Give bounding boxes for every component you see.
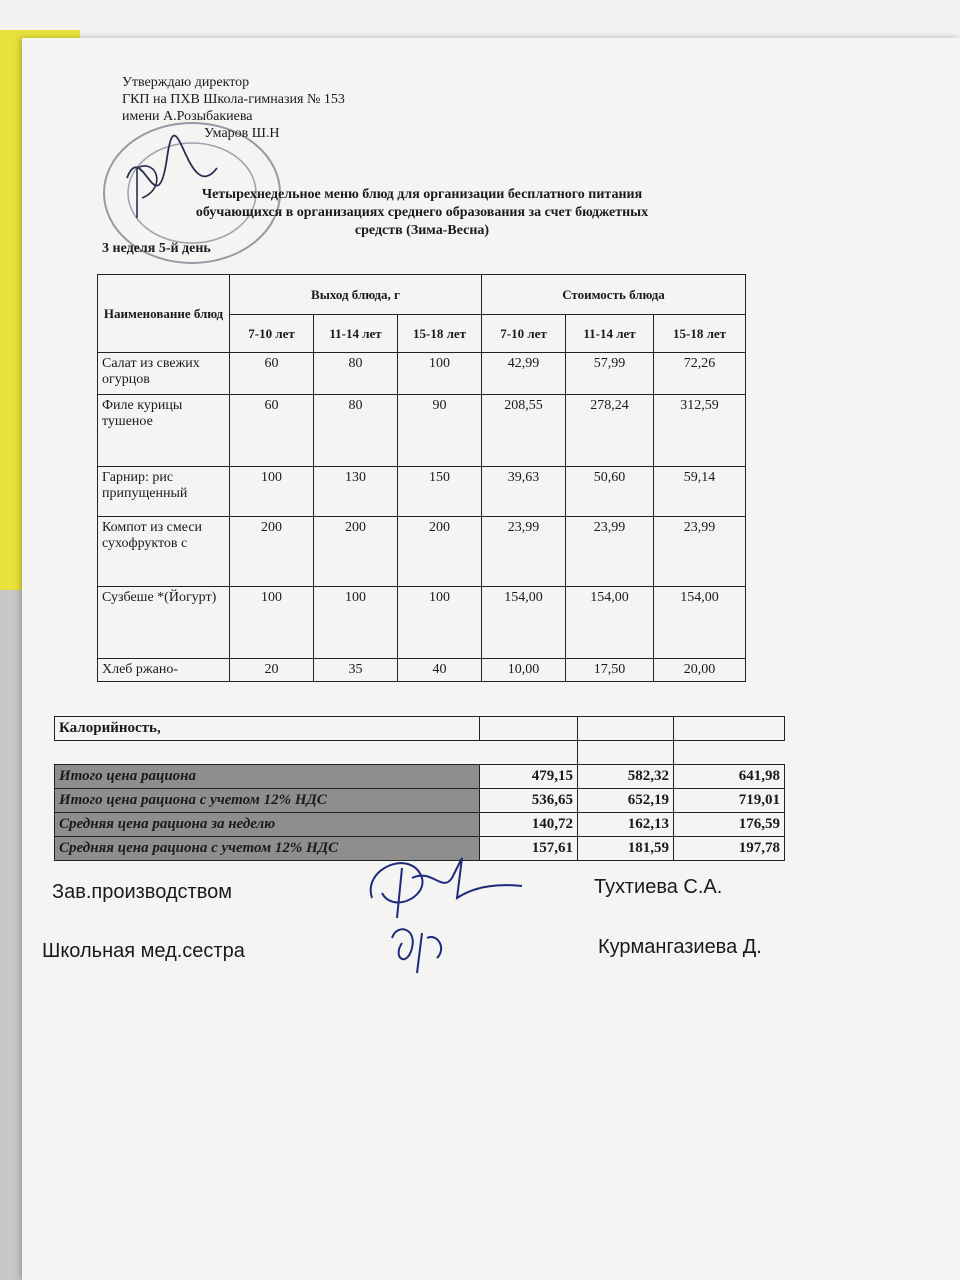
total-value: 479,15 bbox=[480, 765, 578, 789]
cell-value: 154,00 bbox=[566, 587, 654, 659]
empty-cell bbox=[578, 741, 674, 765]
cell-value: 200 bbox=[398, 517, 482, 587]
cell-value: 59,14 bbox=[654, 467, 746, 517]
total-value: 536,65 bbox=[480, 789, 578, 813]
cell-value: 40 bbox=[398, 659, 482, 682]
total-value: 641,98 bbox=[674, 765, 785, 789]
cell-value: 130 bbox=[314, 467, 398, 517]
name-production-manager: Тухтиева С.А. bbox=[594, 876, 723, 898]
week-day-label: 3 неделя 5-й день bbox=[102, 241, 211, 256]
total-value: 176,59 bbox=[674, 813, 785, 837]
cell-value: 42,99 bbox=[482, 353, 566, 395]
empty-cell bbox=[674, 717, 785, 741]
cell-value: 100 bbox=[230, 467, 314, 517]
total-row bbox=[55, 789, 785, 813]
dish-name: Сузбеше *(Йогурт) bbox=[98, 587, 230, 659]
cell-value: 100 bbox=[398, 353, 482, 395]
table-row bbox=[98, 467, 746, 517]
total-label: Средняя цена рациона за неделю bbox=[55, 813, 480, 837]
cell-value: 150 bbox=[398, 467, 482, 517]
name-school-nurse: Курмангазиева Д. bbox=[598, 936, 762, 958]
title-line: обучающихся в организациях среднего образования за счет бюджетных bbox=[195, 205, 649, 220]
dish-name: Хлеб ржано- bbox=[98, 659, 230, 682]
total-value: 582,32 bbox=[578, 765, 674, 789]
approval-line: имени А.Розыбакиева bbox=[122, 109, 253, 124]
dish-name: Компот из смеси сухофруктов с bbox=[98, 517, 230, 587]
cell-value: 57,99 bbox=[566, 353, 654, 395]
dish-name: Гарнир: рис припущенный bbox=[98, 467, 230, 517]
total-label: Средняя цена рациона с учетом 12% НДС bbox=[55, 837, 480, 861]
cell-value: 100 bbox=[230, 587, 314, 659]
approval-line: Умаров Ш.Н bbox=[204, 126, 280, 141]
total-value: 181,59 bbox=[578, 837, 674, 861]
total-label: Итого цена рациона с учетом 12% НДС bbox=[55, 789, 480, 813]
document-title bbox=[122, 186, 722, 240]
table-row bbox=[98, 395, 746, 467]
menu-table bbox=[97, 274, 746, 682]
calories-row bbox=[55, 717, 785, 741]
total-value: 652,19 bbox=[578, 789, 674, 813]
cell-value: 23,99 bbox=[654, 517, 746, 587]
approval-line: ГКП на ПХВ Школа-гимназия № 153 bbox=[122, 92, 345, 107]
total-label: Итого цена рациона bbox=[55, 765, 480, 789]
age-group-header: 7-10 лет bbox=[230, 315, 314, 353]
document-page bbox=[22, 38, 960, 1280]
empty-cell bbox=[674, 741, 785, 765]
cell-value: 278,24 bbox=[566, 395, 654, 467]
table-row bbox=[98, 587, 746, 659]
cell-value: 60 bbox=[230, 353, 314, 395]
cell-value: 100 bbox=[398, 587, 482, 659]
cell-value: 200 bbox=[230, 517, 314, 587]
dish-name: Филе курицы тушеное bbox=[98, 395, 230, 467]
spacer-row bbox=[55, 741, 785, 765]
empty-cell bbox=[480, 717, 578, 741]
total-value: 157,61 bbox=[480, 837, 578, 861]
header-cost: Стоимость блюда bbox=[482, 275, 746, 315]
cell-value: 200 bbox=[314, 517, 398, 587]
total-value: 140,72 bbox=[480, 813, 578, 837]
table-row bbox=[98, 659, 746, 682]
cell-value: 35 bbox=[314, 659, 398, 682]
age-group-header: 11-14 лет bbox=[314, 315, 398, 353]
title-line: Четырехнедельное меню блюд для организации бесплатного питания bbox=[201, 187, 643, 202]
cell-value: 80 bbox=[314, 395, 398, 467]
cell-value: 154,00 bbox=[482, 587, 566, 659]
total-row bbox=[55, 813, 785, 837]
role-school-nurse: Школьная мед.сестра bbox=[42, 940, 245, 962]
total-value: 162,13 bbox=[578, 813, 674, 837]
total-value: 719,01 bbox=[674, 789, 785, 813]
cell-value: 312,59 bbox=[654, 395, 746, 467]
header-dish-name: Наименование блюд bbox=[98, 275, 230, 353]
table-row bbox=[98, 353, 746, 395]
cell-value: 23,99 bbox=[482, 517, 566, 587]
cell-value: 20,00 bbox=[654, 659, 746, 682]
handwritten-signature-icon bbox=[352, 838, 542, 988]
cell-value: 90 bbox=[398, 395, 482, 467]
header-output: Выход блюда, г bbox=[230, 275, 482, 315]
role-production-manager: Зав.производством bbox=[52, 881, 232, 903]
cell-value: 50,60 bbox=[566, 467, 654, 517]
cell-value: 39,63 bbox=[482, 467, 566, 517]
title-line: средств (Зима-Весна) bbox=[354, 223, 490, 238]
empty-cell bbox=[578, 717, 674, 741]
cell-value: 80 bbox=[314, 353, 398, 395]
age-group-header: 15-18 лет bbox=[398, 315, 482, 353]
empty-cell bbox=[55, 741, 480, 765]
cell-value: 60 bbox=[230, 395, 314, 467]
cell-value: 23,99 bbox=[566, 517, 654, 587]
cell-value: 10,00 bbox=[482, 659, 566, 682]
cell-value: 154,00 bbox=[654, 587, 746, 659]
approval-line: Утверждаю директор bbox=[122, 75, 250, 90]
cell-value: 72,26 bbox=[654, 353, 746, 395]
cell-value: 100 bbox=[314, 587, 398, 659]
empty-cell bbox=[480, 741, 578, 765]
age-group-header: 7-10 лет bbox=[482, 315, 566, 353]
age-group-header: 15-18 лет bbox=[654, 315, 746, 353]
cell-value: 20 bbox=[230, 659, 314, 682]
age-group-header: 11-14 лет bbox=[566, 315, 654, 353]
cell-value: 17,50 bbox=[566, 659, 654, 682]
dish-name: Салат из свежих огурцов bbox=[98, 353, 230, 395]
calories-label: Калорийность, bbox=[55, 717, 480, 741]
total-value: 197,78 bbox=[674, 837, 785, 861]
total-row bbox=[55, 765, 785, 789]
table-row bbox=[98, 517, 746, 587]
cell-value: 208,55 bbox=[482, 395, 566, 467]
